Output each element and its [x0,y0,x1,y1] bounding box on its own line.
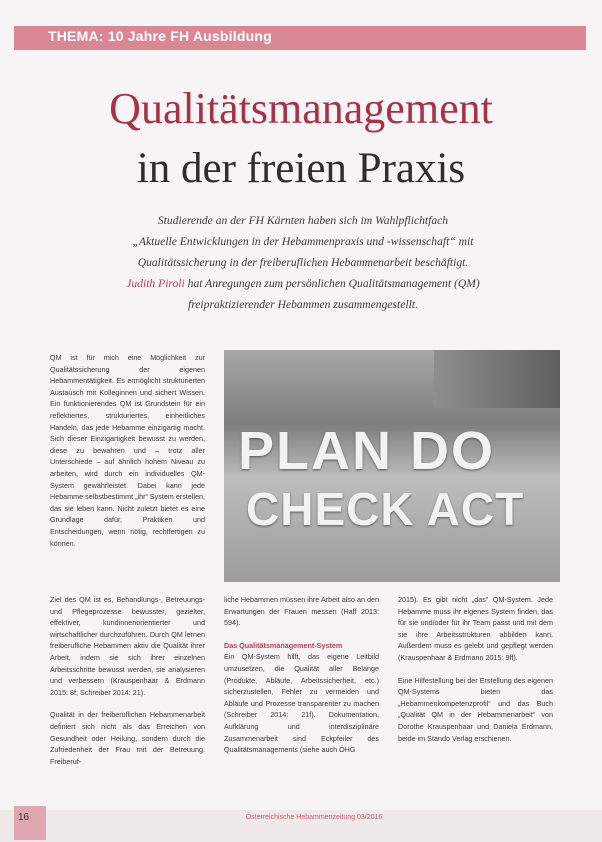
intro-line: freipraktizierender Hebammen zusammengestellt. [187,298,418,311]
author-name: Judith Piroli [126,277,185,290]
intro-line: Studierende an der FH Kärnten haben sich im Wahlpflichtfach [157,214,449,227]
paragraph [224,640,379,756]
body-column-middle [224,594,379,767]
topic-banner [14,26,586,50]
photo-background-shelf [434,350,560,408]
article-title-line2: in der freien Praxis [136,145,466,192]
body-column-left-bottom [50,594,205,778]
article-photo [224,350,560,582]
paragraph-text: Ein QM-System hilft, das eigene Leitbild umzusetzen, die Qualität aller Belange (Produkte, Abläufe, Arbeitssicherheit, etc.) sicherzustellen, Fehler zu vermeiden und Abläufe und Prozesse transparenter zu machen (Schreiber 2014: 21f). Dokumentation, Aufklärung und interdisziplinäre Zusammenarbeit sind Eckpfeiler des Qualitätsmanagements (siehe auch ÖHG [224,652,379,755]
intro-line: „Aktuelle Entwicklungen in der Hebammenpraxis und -wissenschaft“ mit [132,235,474,248]
section-subhead: Das Qualitätsmanagement-System [224,640,343,650]
photo-text-check-act: CHECK ACT [246,483,525,535]
intro-line [66,273,540,294]
paragraph: Qualität in der freiberuflichen Hebammenarbeit definiert sich nicht als das Erreichen von Gesundheit oder Heilung, sondern durch die Zufriedenheit der Frau mit der Betreuung. Freiberuf- [50,710,205,766]
photo-text-plan-do: PLAN DO [238,421,495,481]
paragraph: Eine Hilfestellung bei der Erstellung des eigenen QM-Systems bieten das „Hebammenkompetenzprofil“ und das Buch „Qualität QM in der Hebammenarbeit“ von Dorothe Krauspenhaar und Daniela Erdmann, beide im Stando Verlag erschienen. [398,675,553,743]
journal-name: Österreichische Hebammenzeitung 03/2016 [245,814,383,821]
body-column-left-top [50,352,205,560]
article-title-line1: Qualitätsmanagement [109,84,493,133]
body-column-right [398,594,553,755]
paragraph: QM ist für mich eine Möglichkeit zur Qualitätssicherung der eigenen Hebammentätigkeit. Es ermöglicht strukturierten Austausch mit Kolleginnen und sichert Wissen. Ein funktionierendes QM ist Grundstein für ein reflektiertes, strukturiertes, einheitliches Handeln, das jede Hebamme einzigartig macht. Sich dieser Einzigartigkeit bewusst zu werden, diese zu bewahren und – trotz aller Unterschiede – auf ähnlich hohem Niveau zu arbeiten, wird durch ein individuelles QM-System gewährleistet. Dabei kann jede Hebamme selbstbestimmt „ihr“ System erstellen, das sie leben kann. Nicht zuletzt bietet es eine Grundlage dafür, Praktiken und Entscheidungen, wenn nötig, rechtfertigen zu können. [50,353,205,548]
paragraph: liche Hebammen müssen ihre Arbeit also an den Erwartungen der Frauen messen (Haff 2013: 594). [224,595,379,628]
article-intro [66,210,540,315]
page-number: 16 [18,812,30,823]
topic-label: THEMA: 10 Jahre FH Ausbildung [48,28,272,44]
intro-line-rest: hat Anregungen zum persönlichen Qualitätsmanagement (QM) [184,277,480,290]
paragraph: Ziel des QM ist es, Behandlungs-, Betreuungs- und Pflegeprozesse bewusster, gezielter, effektiver, kundinnenorientierter und wirtschaftlicher durchzuführen. Durch QM lernen freiberufliche Hebammen aktiv die Qualität ihrer Arbeit, indem sie sich ihrer einzelnen Arbeitsschritte bewusst werden, sie analysieren und verbessern (Krauspenhaar & Erdmann 2015: 8f; Schreiber 2014: 21). [50,595,205,697]
paragraph: 2015). Es gibt nicht „das“ QM-System. Jede Hebamme muss ihr eigenes System finden, das für sie und/oder für ihr Team passt und mit dem sie ihre Arbeitsstrukturen abbilden kann. Außerdem muss es gelebt und gepflegt werden (Krauspenhaar & Erdmann 2015: 9ff). [398,595,553,662]
intro-line: Qualitätssicherung in der freiberuflichen Hebammenarbeit beschäftigt. [137,256,469,269]
